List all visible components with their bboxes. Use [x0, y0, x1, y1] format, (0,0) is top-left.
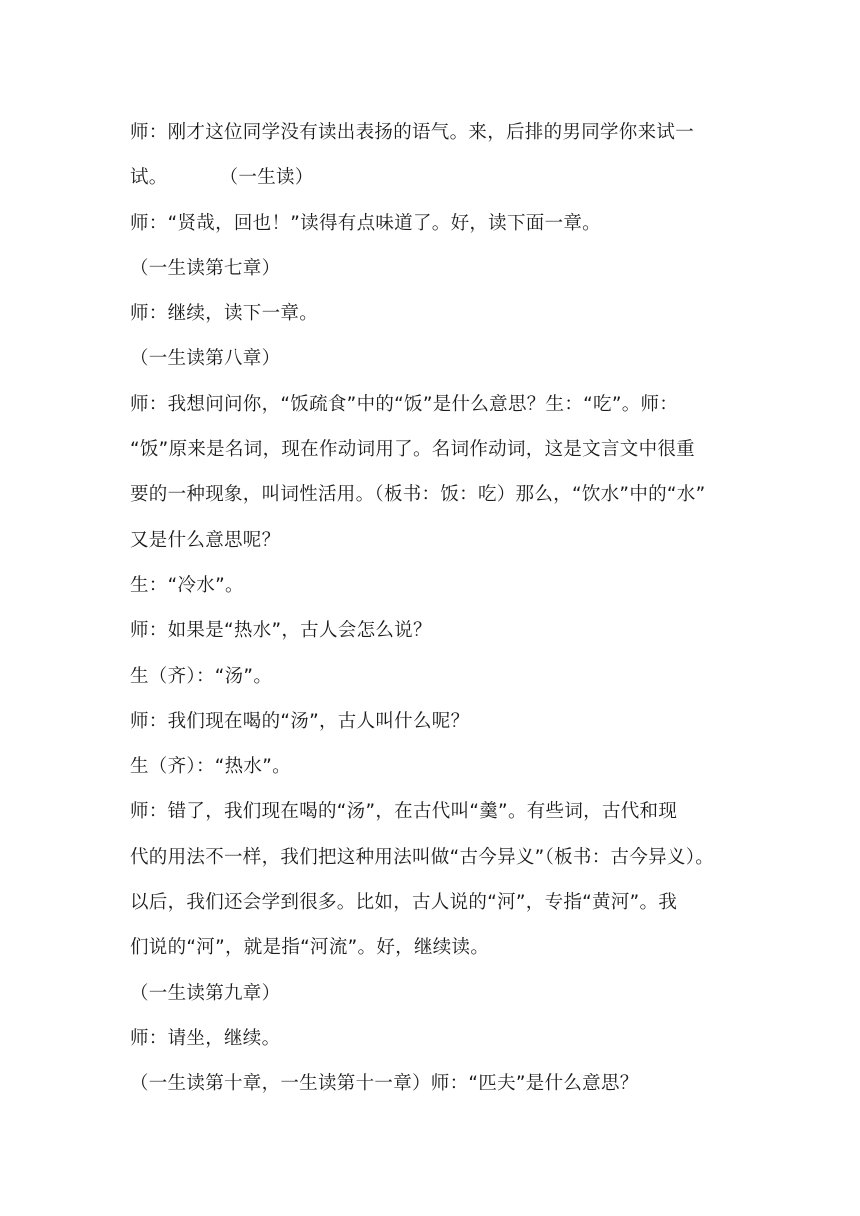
text-line: 以后，我们还会学到很多。比如，古人说的“河”，专指“黄河”。我	[130, 892, 678, 914]
stage-direction: （一生读第七章）	[130, 257, 281, 279]
text-line: 生：“冷水”。	[130, 574, 244, 596]
text-line: 师：继续，读下一章。	[130, 303, 319, 325]
text-line	[130, 155, 735, 200]
text-line: 师：刚才这位同学没有读出表扬的语气。来，后排的男同学你来试一	[130, 122, 695, 143]
text-line: 代的用法不一样，我们把这种用法叫做“古今异义”（板书：古今异义）。	[130, 846, 715, 868]
text-fragment: 试。	[130, 167, 168, 189]
text-line: 师：我想问问你，“饭疏食”中的“饭”是什么意思？生：“吃”。师：	[130, 393, 679, 415]
stage-direction: （一生读第九章）	[130, 982, 281, 1004]
text-line: 生（齐）：“热水”。	[130, 756, 291, 778]
text-line: （一生读第十章，一生读第十一章）师：“匹夫”是什么意思？	[130, 1073, 639, 1095]
text-line: 师：“贤哉，回也！”读得有点味道了。好，读下面一章。	[130, 212, 601, 234]
text-line: 师：请坐，继续。	[130, 1027, 281, 1049]
text-line: 要的一种现象，叫词性活用。（板书：饭：吃）那么，“饮水”中的“水”	[130, 484, 706, 506]
text-line: 师：我们现在喝的“汤”，古人叫什么呢？	[130, 710, 470, 732]
text-line: 们说的“河”，就是指“河流”。好，继续读。	[130, 937, 490, 959]
text-line: 又是什么意思呢？	[130, 529, 281, 551]
text-line: 生（齐）：“汤”。	[130, 665, 273, 687]
text-line: 师：错了，我们现在喝的“汤”，在古代叫“羹”。有些词，古代和现	[130, 801, 678, 823]
document-body	[130, 110, 735, 1107]
stage-direction: （一生读）	[219, 167, 314, 189]
stage-direction: （一生读第八章）	[130, 348, 281, 370]
text-line: “饭”原来是名词，现在作动词用了。名词作动词，这是文言文中很重	[130, 439, 695, 461]
text-line: 师：如果是“热水”，古人会怎么说？	[130, 620, 432, 642]
